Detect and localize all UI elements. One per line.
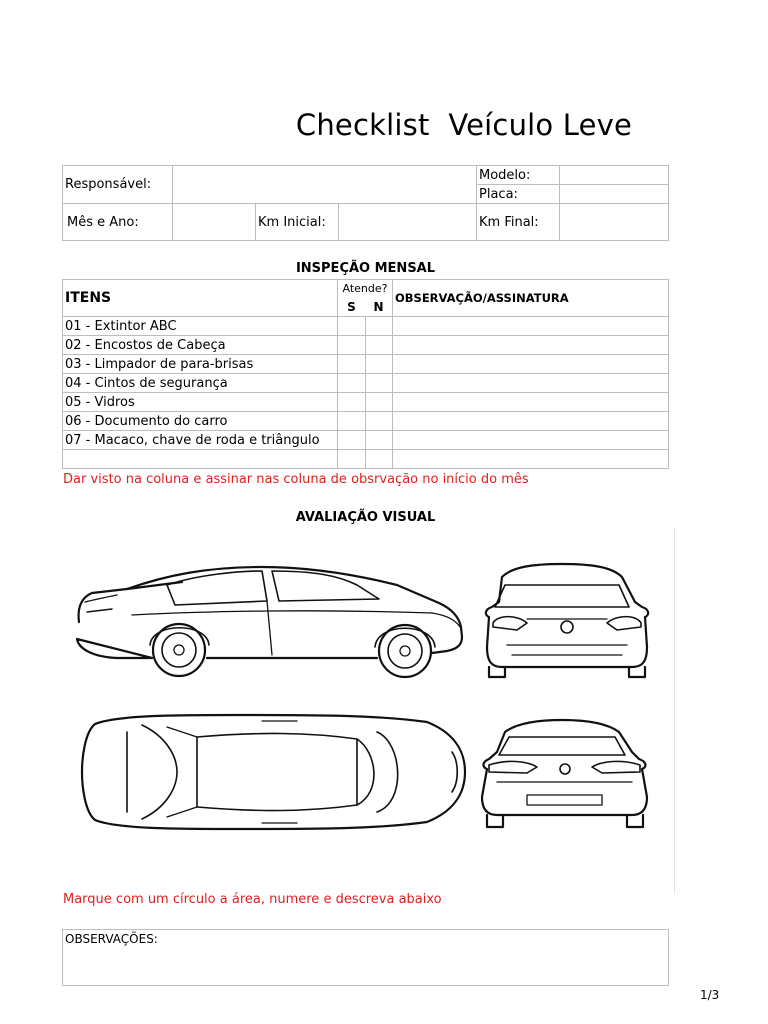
vehicle-diagram[interactable] [57,527,675,894]
observacao-cell[interactable] [393,412,669,431]
check-s-cell[interactable] [338,431,366,450]
item-label: 03 - Limpador de para-brisas [63,355,338,374]
inspection-row [63,393,669,412]
item-label: 01 - Extintor ABC [63,317,338,336]
col-itens-header: ITENS [63,280,338,317]
page-number: 1/3 [700,988,720,1002]
col-n-header: N [365,297,393,316]
col-atende-header: Atende? [338,280,393,298]
check-s-cell[interactable] [338,374,366,393]
inspection-table [62,279,669,469]
inspection-note: Dar visto na coluna e assinar nas coluna de obsrvação no início do mês [63,472,529,487]
check-n-cell[interactable] [365,336,393,355]
check-n-cell[interactable] [365,374,393,393]
inspection-row [63,431,669,450]
inspection-row [63,336,669,355]
modelo-field[interactable] [560,166,669,185]
visual-note: Marque com um círculo a área, numere e descreva abaixo [63,892,442,907]
km-inicial-label: Km Inicial: [256,204,339,241]
check-n-cell[interactable] [365,317,393,336]
check-s-cell[interactable] [338,355,366,374]
check-n-cell[interactable] [365,450,393,469]
check-s-cell[interactable] [338,450,366,469]
item-label: 02 - Encostos de Cabeça [63,336,338,355]
car-side-view [77,567,462,677]
mes-ano-field[interactable] [173,204,256,241]
col-s-header: S [338,297,366,316]
inspection-heading: INSPEÇÃO MENSAL [295,261,436,276]
observacao-cell[interactable] [393,336,669,355]
placa-label: Placa: [477,185,560,204]
km-inicial-field[interactable] [339,204,477,241]
check-s-cell[interactable] [338,336,366,355]
observacao-cell[interactable] [393,393,669,412]
mes-ano-label: Mês e Ano: [63,204,173,241]
observacao-cell[interactable] [393,317,669,336]
observacao-cell[interactable] [393,450,669,469]
km-final-field[interactable] [560,204,669,241]
inspection-row [63,412,669,431]
check-s-cell[interactable] [338,393,366,412]
check-n-cell[interactable] [365,412,393,431]
col-obs-header: OBSERVAÇÃO/ASSINATURA [393,280,669,317]
placa-field[interactable] [560,185,669,204]
observacao-cell[interactable] [393,431,669,450]
observacao-cell[interactable] [393,355,669,374]
inspection-row [63,355,669,374]
item-label: 07 - Macaco, chave de roda e triângulo [63,431,338,450]
observacoes-box[interactable] [62,929,669,986]
inspection-row [63,317,669,336]
car-top-view [82,715,465,829]
observacao-cell[interactable] [393,374,669,393]
inspection-row [63,450,669,469]
responsavel-field[interactable] [173,166,477,204]
check-s-cell[interactable] [338,412,366,431]
km-final-label: Km Final: [477,204,560,241]
observacoes-label: OBSERVAÇÕES: [65,932,158,946]
header-table [62,165,669,241]
page-title: Checklist Veículo Leve [295,108,633,142]
item-label: 05 - Vidros [63,393,338,412]
check-n-cell[interactable] [365,393,393,412]
check-n-cell[interactable] [365,355,393,374]
check-n-cell[interactable] [365,431,393,450]
modelo-label: Modelo: [477,166,560,185]
item-label [63,450,338,469]
car-rear-view [482,720,647,827]
item-label: 06 - Documento do carro [63,412,338,431]
check-s-cell[interactable] [338,317,366,336]
responsavel-label: Responsável: [63,166,173,204]
item-label: 04 - Cintos de segurança [63,374,338,393]
inspection-row [63,374,669,393]
visual-heading: AVALIAÇÃO VISUAL [295,510,436,525]
car-front-view [486,564,648,677]
